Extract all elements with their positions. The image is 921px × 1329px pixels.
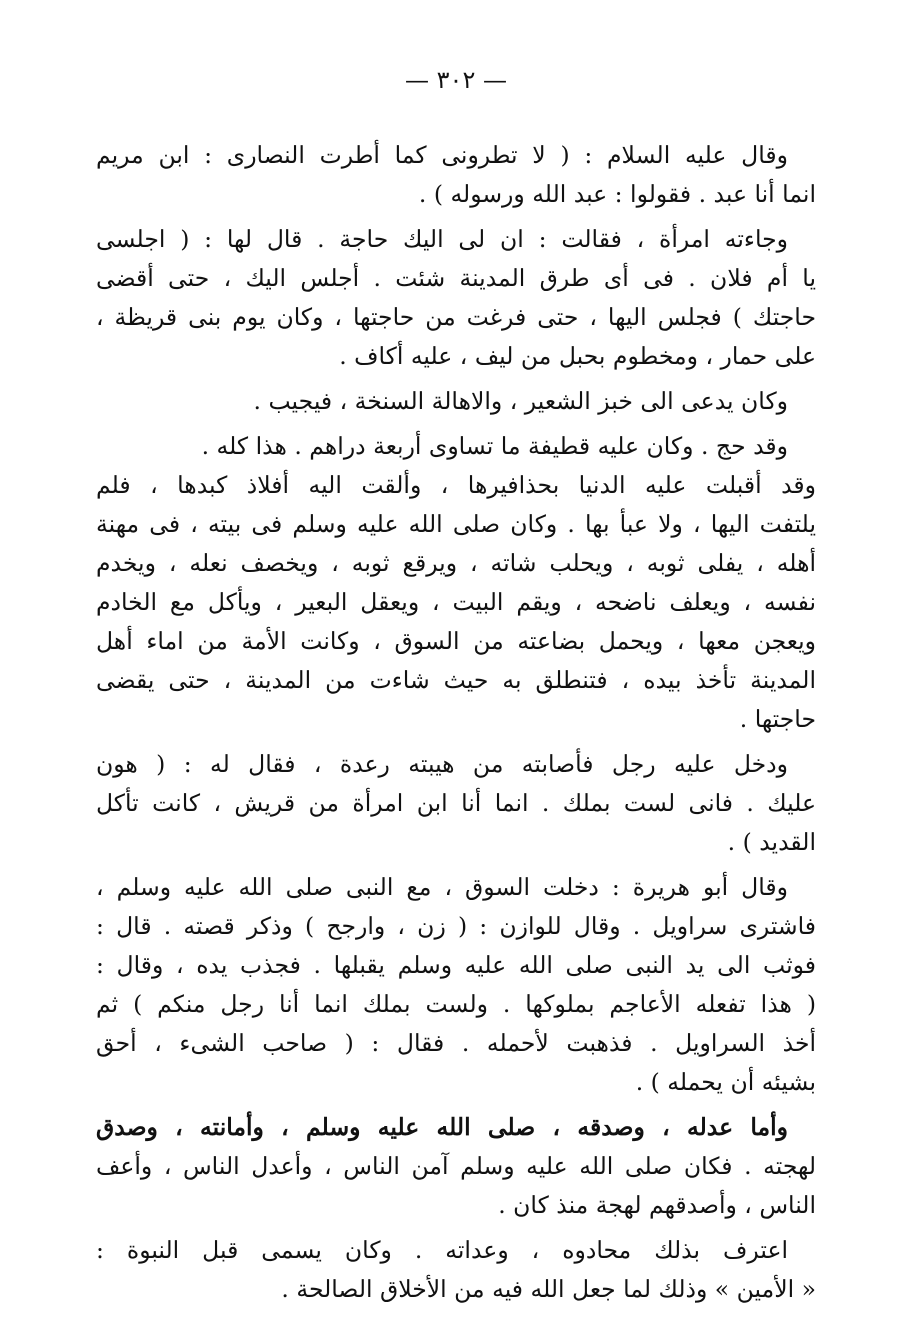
text-line: حاجتها . xyxy=(739,705,816,733)
text-line: اعترف بذلك محادوه ، وعداته . وكان يسمى قبل النبوة : xyxy=(96,1236,788,1264)
text-line: وقد حج . وكان عليه قطيفة ما تساوى أربعة دراهم . هذا كله . xyxy=(201,432,788,460)
paragraph xyxy=(96,1108,816,1225)
paragraph xyxy=(96,382,816,421)
text-line: أخذ السراويل . فذهبت لأحمله . فقال : ( صاحب الشىء ، أحق xyxy=(96,1029,816,1057)
text-line: يلتفت اليها ، ولا عبأ بها . وكان صلى الله عليه وسلم فى بيته ، فى مهنة xyxy=(96,510,816,538)
text-line: ( هذا تفعله الأعاجم بملوكها . ولست بملك انما أنا رجل منكم ) ثم xyxy=(96,990,816,1018)
text-line: فوثب الى يد النبى صلى الله عليه وسلم يقبلها . فجذب يده ، وقال : xyxy=(96,951,816,979)
text-line: نفسه ، ويعلف ناضحه ، ويقم البيت ، ويعقل البعير ، ويأكل مع الخادم xyxy=(96,588,816,616)
text-line: وقال أبو هريرة : دخلت السوق ، مع النبى صلى الله عليه وسلم ، xyxy=(96,873,788,901)
paragraph xyxy=(96,427,816,739)
paragraph xyxy=(96,745,816,862)
text-line: ودخل عليه رجل فأصابته من هيبته رعدة ، فقال له : ( هون xyxy=(96,750,788,778)
book-page xyxy=(96,60,816,1309)
text-line: حاجتك ) فجلس اليها ، حتى فرغت من حاجتها ، وكان يوم بنى قريظة ، xyxy=(96,303,816,331)
paragraph xyxy=(96,136,816,214)
text-line: وقد أقبلت عليه الدنيا بحذافيرها ، وألقت اليه أفلاذ كبدها ، فلم xyxy=(96,471,816,499)
paragraph xyxy=(96,1231,816,1309)
text-line: بشيئه أن يحمله ) . xyxy=(635,1068,816,1096)
text-line: المدينة تأخذ بيده ، فتنطلق به حيث شاءت من المدينة ، حتى يقضى xyxy=(96,666,816,694)
text-line: يا أم فلان . فى أى طرق المدينة شئت . أجلس اليك ، حتى أقضى xyxy=(96,264,816,292)
text-line: أهله ، يفلى ثوبه ، ويحلب شاته ، ويرقع ثوبه ، ويخصف نعله ، ويخدم xyxy=(96,549,816,577)
text-line: لهجته . فكان صلى الله عليه وسلم آمن الناس ، وأعدل الناس ، وأعف xyxy=(96,1152,816,1180)
text-line: انما أنا عبد . فقولوا : عبد الله ورسوله ) . xyxy=(418,180,816,208)
text-line: فاشترى سراويل . وقال للوازن : ( زن ، وارجح ) وذكر قصته . قال : xyxy=(96,912,816,940)
text-line: عليك . فانى لست بملك . انما أنا ابن امرأة من قريش ، كانت تأكل xyxy=(96,789,816,817)
text-line: على حمار ، ومخطوم بحبل من ليف ، عليه أكاف . xyxy=(339,342,816,370)
text-line: ويعجن معها ، ويحمل بضاعته من السوق ، وكانت الأمة من اماء أهل xyxy=(96,627,816,655)
text-line: وقال عليه السلام : ( لا تطرونى كما أطرت النصارى : ابن مريم xyxy=(96,141,788,169)
paragraph xyxy=(96,220,816,376)
page-number: — ٣٠٢ — xyxy=(405,66,507,94)
text-line: « الأمين » وذلك لما جعل الله فيه من الأخلاق الصالحة . xyxy=(281,1275,816,1303)
text-line: وكان يدعى الى خبز الشعير ، والاهالة السنخة ، فيجيب . xyxy=(253,387,788,415)
paragraph xyxy=(96,868,816,1102)
text-line: القديد ) . xyxy=(727,828,816,856)
text-line: وأما عدله ، وصدقه ، صلى الله عليه وسلم ، وأمانته ، وصدق xyxy=(96,1113,788,1141)
text-line: الناس ، وأصدقهم لهجة منذ كان . xyxy=(498,1191,816,1219)
text-line: وجاءته امرأة ، فقالت : ان لى اليك حاجة . قال لها : ( اجلسى xyxy=(96,225,788,253)
